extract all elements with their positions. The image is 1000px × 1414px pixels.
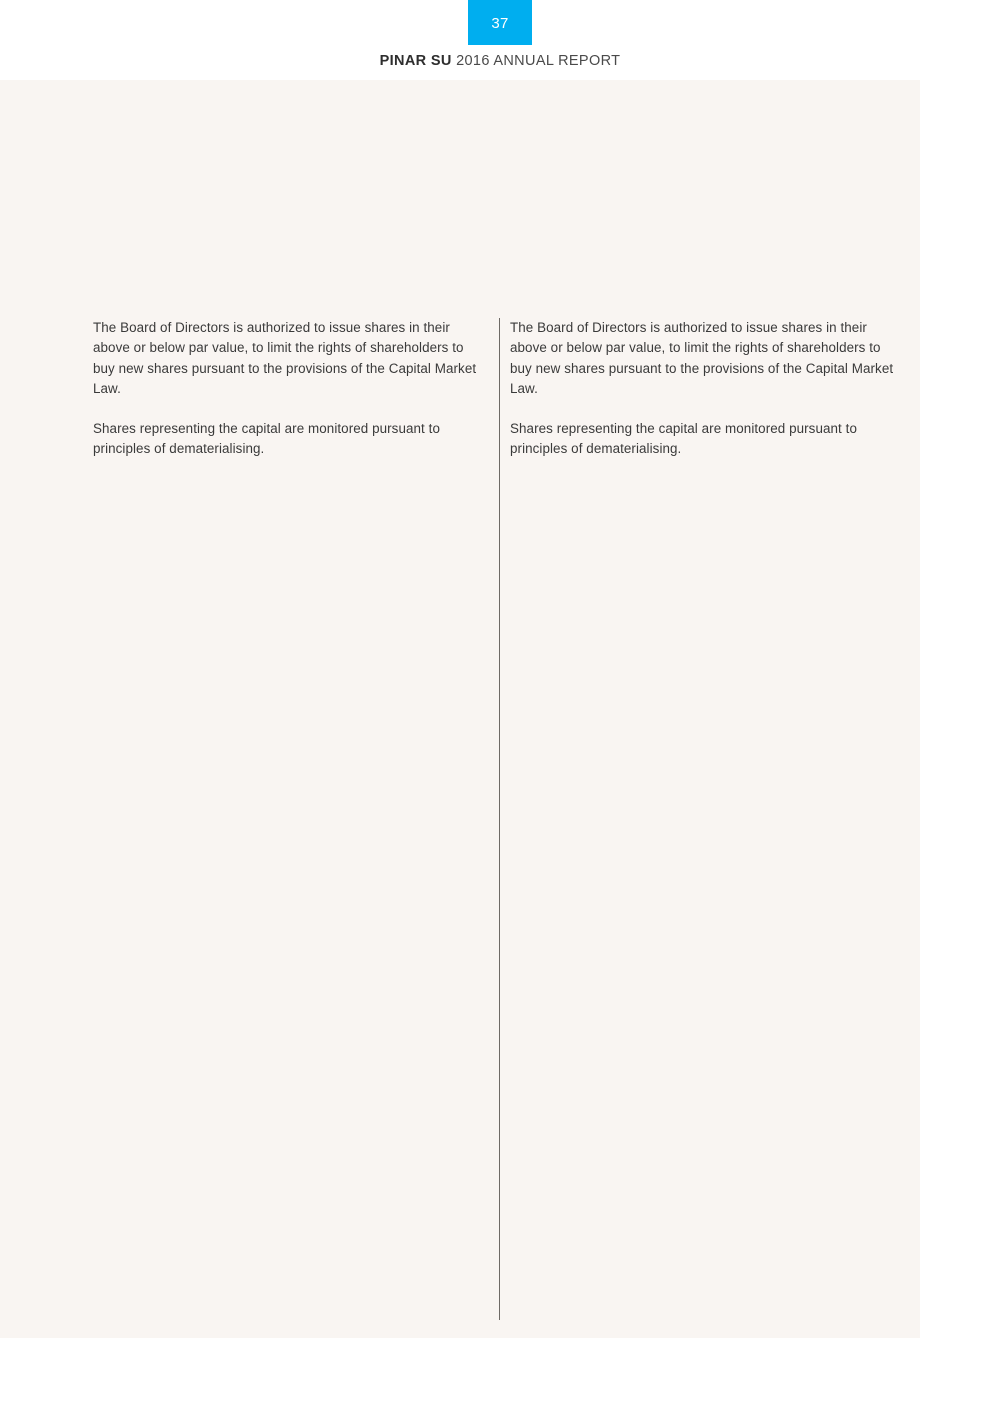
paragraph: The Board of Directors is authorized to issue shares in their above or below par value, to limit the rights of shareholders to buy new shares pursuant to the provisions of the Capital Market Law. (93, 320, 477, 396)
running-header-brand: PINAR SU (379, 53, 452, 69)
content-panel (0, 80, 920, 1338)
paragraph: Shares representing the capital are monitored pursuant to principles of dematerialising. (93, 421, 440, 457)
running-header-subtitle: 2016 ANNUAL REPORT (451, 53, 621, 69)
running-header (0, 53, 1000, 69)
paragraph: The Board of Directors is authorized to issue shares in their above or below par value, to limit the rights of shareholders to buy new shares pursuant to the provisions of the Capital Market Law. (510, 320, 894, 396)
column-divider (499, 318, 500, 1320)
text-column-left (93, 318, 485, 460)
paragraph: Shares representing the capital are monitored pursuant to principles of dematerialising. (510, 421, 857, 457)
text-column-right (510, 318, 898, 460)
page-number-tab: 37 (468, 0, 532, 45)
